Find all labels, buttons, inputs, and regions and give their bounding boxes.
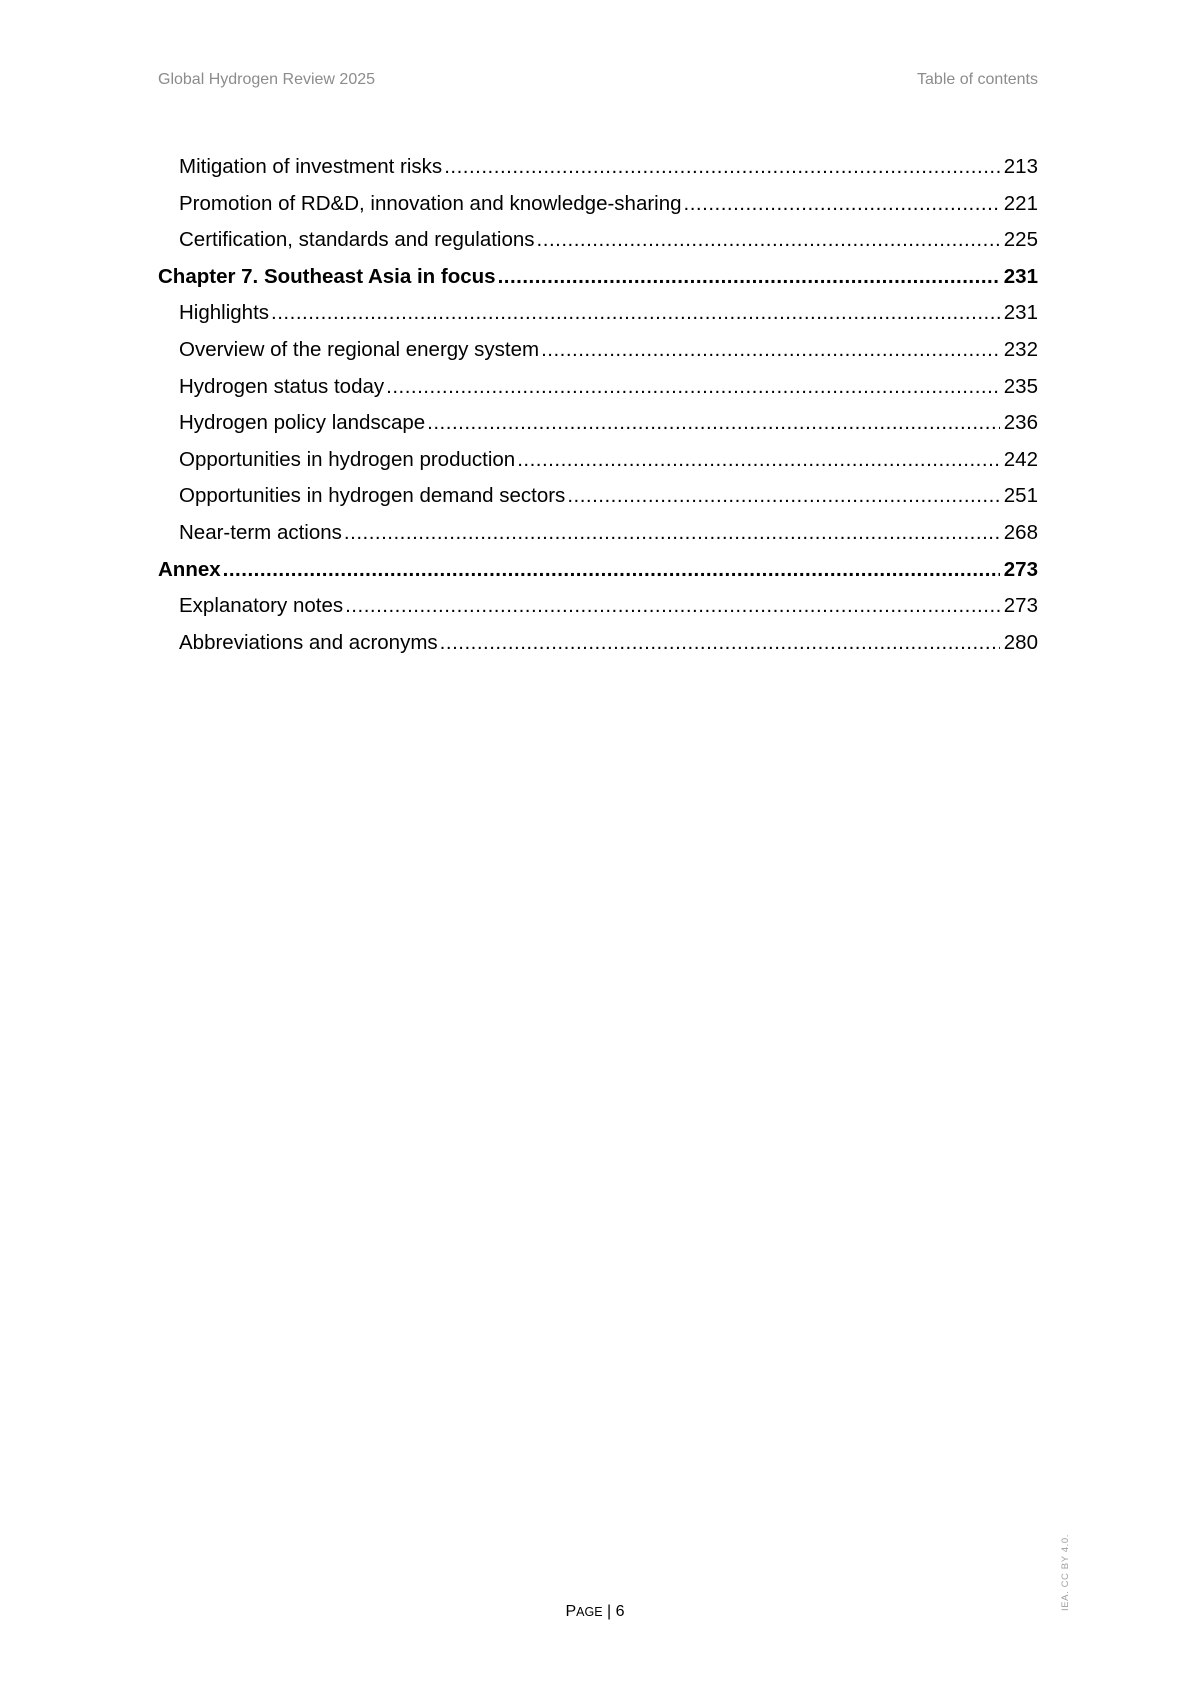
toc-dot-leader — [427, 411, 1000, 435]
page-label-initial: P — [565, 1603, 577, 1620]
toc-dot-leader — [345, 594, 1000, 618]
toc-entry-title: Opportunities in hydrogen production — [179, 447, 516, 471]
license-note: IEA. CC BY 4.0. — [1060, 1534, 1071, 1611]
toc-dot-leader — [271, 301, 1000, 325]
toc-entry-page: 232 — [1003, 337, 1038, 361]
toc-dot-leader — [517, 448, 1000, 472]
toc-section-entry[interactable] — [158, 631, 1038, 668]
toc-entry-title: Hydrogen policy landscape — [179, 411, 426, 435]
toc-dot-leader — [344, 521, 1000, 545]
toc-entry-title: Opportunities in hydrogen demand sectors — [179, 484, 566, 508]
toc-section-entry[interactable] — [158, 484, 1038, 521]
toc-entry-page: 235 — [1003, 374, 1038, 398]
toc-dot-leader — [498, 265, 1000, 289]
toc-entry-page: 268 — [1003, 520, 1038, 544]
toc-entry-page: 251 — [1003, 484, 1038, 508]
toc-dot-leader — [386, 375, 1000, 399]
running-header-section: Table of contents — [917, 71, 1038, 88]
toc-entry-title: Abbreviations and acronyms — [179, 630, 438, 654]
toc-section-entry[interactable] — [158, 228, 1038, 265]
toc-entry-page: 213 — [1003, 155, 1038, 178]
toc-entry-page: 231 — [1003, 264, 1038, 288]
page-separator: | — [602, 1603, 616, 1620]
page-label-rest: AGE — [576, 1605, 603, 1619]
toc-entry-title: Highlights — [179, 301, 270, 325]
toc-entry-title: Annex — [158, 557, 221, 581]
toc-chapter-entry[interactable] — [158, 265, 1038, 302]
toc-section-entry[interactable] — [158, 375, 1038, 412]
toc-entry-title: Hydrogen status today — [179, 374, 385, 398]
toc-entry-page: 280 — [1003, 630, 1038, 654]
toc-entry-title: Certification, standards and regulations — [179, 228, 535, 252]
toc-dot-leader — [684, 192, 1000, 216]
toc-entry-page: 221 — [1003, 191, 1038, 215]
toc-dot-leader — [440, 631, 1000, 655]
toc-entry-title: Near-term actions — [179, 520, 342, 544]
toc-entry-title: Mitigation of investment risks — [179, 155, 443, 178]
toc-entry-page: 273 — [1003, 557, 1038, 581]
toc-section-entry[interactable] — [158, 594, 1038, 631]
toc-dot-leader — [537, 228, 1000, 252]
toc-dot-leader — [444, 155, 1000, 179]
toc-section-entry[interactable] — [158, 192, 1038, 229]
toc-section-entry[interactable] — [158, 448, 1038, 485]
toc-section-entry[interactable] — [158, 411, 1038, 448]
running-header-title: Global Hydrogen Review 2025 — [158, 71, 376, 88]
toc-section-entry[interactable] — [158, 155, 1038, 192]
toc-entry-page: 273 — [1003, 594, 1038, 618]
table-of-contents — [158, 155, 1038, 667]
toc-entry-title: Promotion of RD&D, innovation and knowledge-sharing — [179, 191, 682, 215]
toc-dot-leader — [567, 484, 999, 508]
toc-entry-title: Overview of the regional energy system — [179, 337, 540, 361]
toc-entry-page: 242 — [1003, 447, 1038, 471]
toc-entry-page: 225 — [1003, 228, 1038, 252]
toc-entry-page: 231 — [1003, 301, 1038, 325]
toc-entry-title: Explanatory notes — [179, 594, 344, 618]
toc-chapter-entry[interactable] — [158, 558, 1038, 595]
toc-dot-leader — [541, 338, 1000, 362]
toc-section-entry[interactable] — [158, 521, 1038, 558]
toc-entry-title: Chapter 7. Southeast Asia in focus — [158, 264, 496, 288]
page-number: 6 — [615, 1603, 625, 1620]
toc-entry-page: 236 — [1003, 411, 1038, 435]
toc-section-entry[interactable] — [158, 338, 1038, 375]
toc-dot-leader — [223, 558, 1000, 582]
page-footer — [0, 1603, 1190, 1621]
toc-section-entry[interactable] — [158, 301, 1038, 338]
